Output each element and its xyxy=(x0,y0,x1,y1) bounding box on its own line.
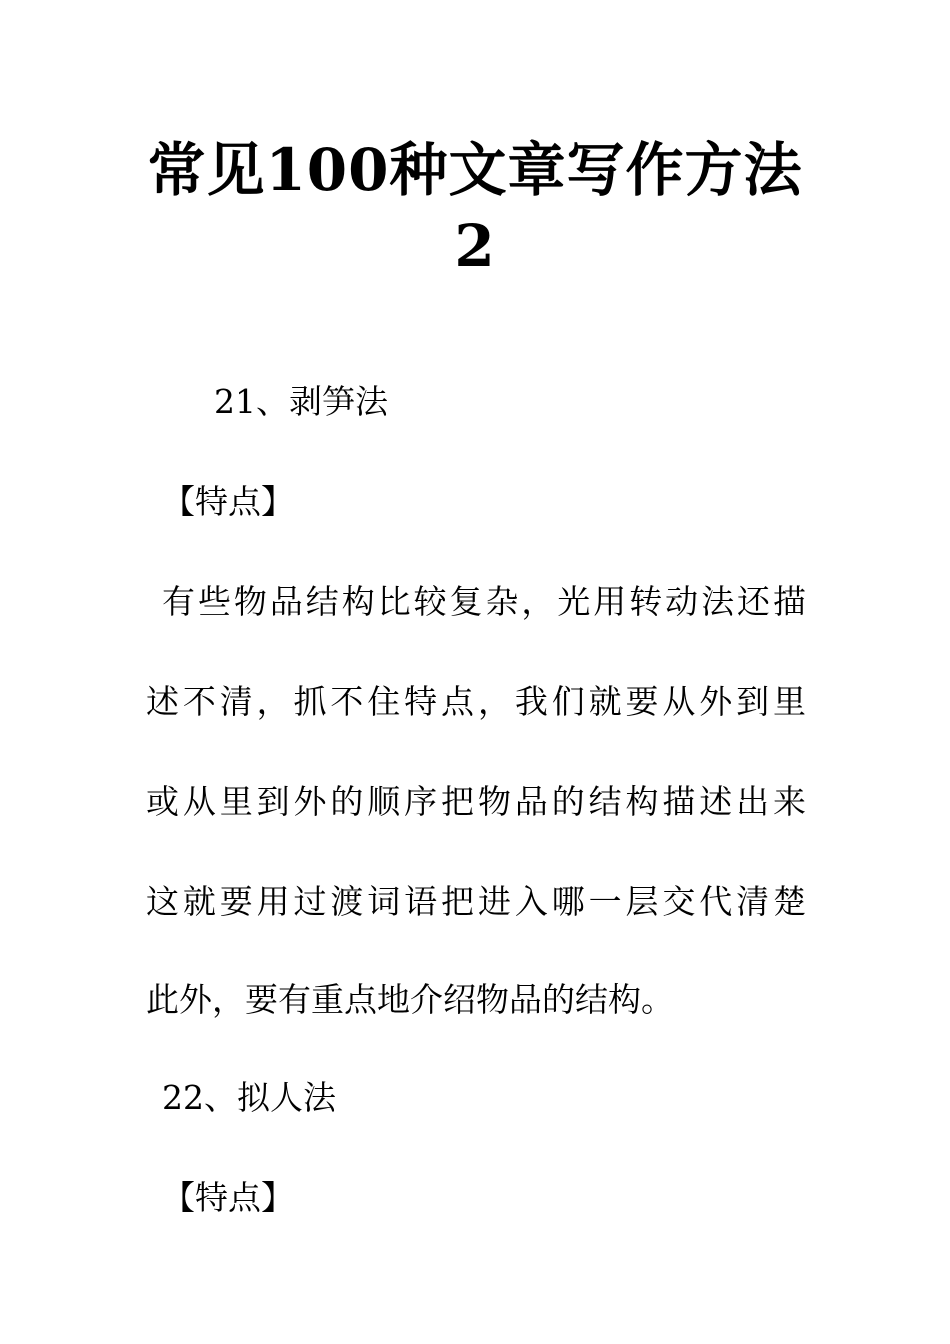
section-label-features: 【特点】 xyxy=(162,482,294,521)
paragraph-line-1: 有些物品结构比较复杂，光用转动法还描 xyxy=(162,582,806,621)
section-label-features-2: 【特点】 xyxy=(162,1178,294,1217)
page-title: 常见100种文章写作方法 xyxy=(147,136,803,204)
section-heading-22: 22、拟人法 xyxy=(162,1078,336,1117)
paragraph-line-5: 此外，要有重点地介绍物品的结构。 xyxy=(146,980,674,1019)
paragraph-line-4: 这就要用过渡词语把进入哪一层交代清楚 xyxy=(146,882,806,921)
page-title-number: 2 xyxy=(454,212,496,280)
section-heading-21: 21、剥笋法 xyxy=(214,382,388,421)
paragraph-line-3: 或从里到外的顺序把物品的结构描述出来 xyxy=(146,782,806,821)
paragraph-line-2: 述不清，抓不住特点，我们就要从外到里 xyxy=(146,682,806,721)
